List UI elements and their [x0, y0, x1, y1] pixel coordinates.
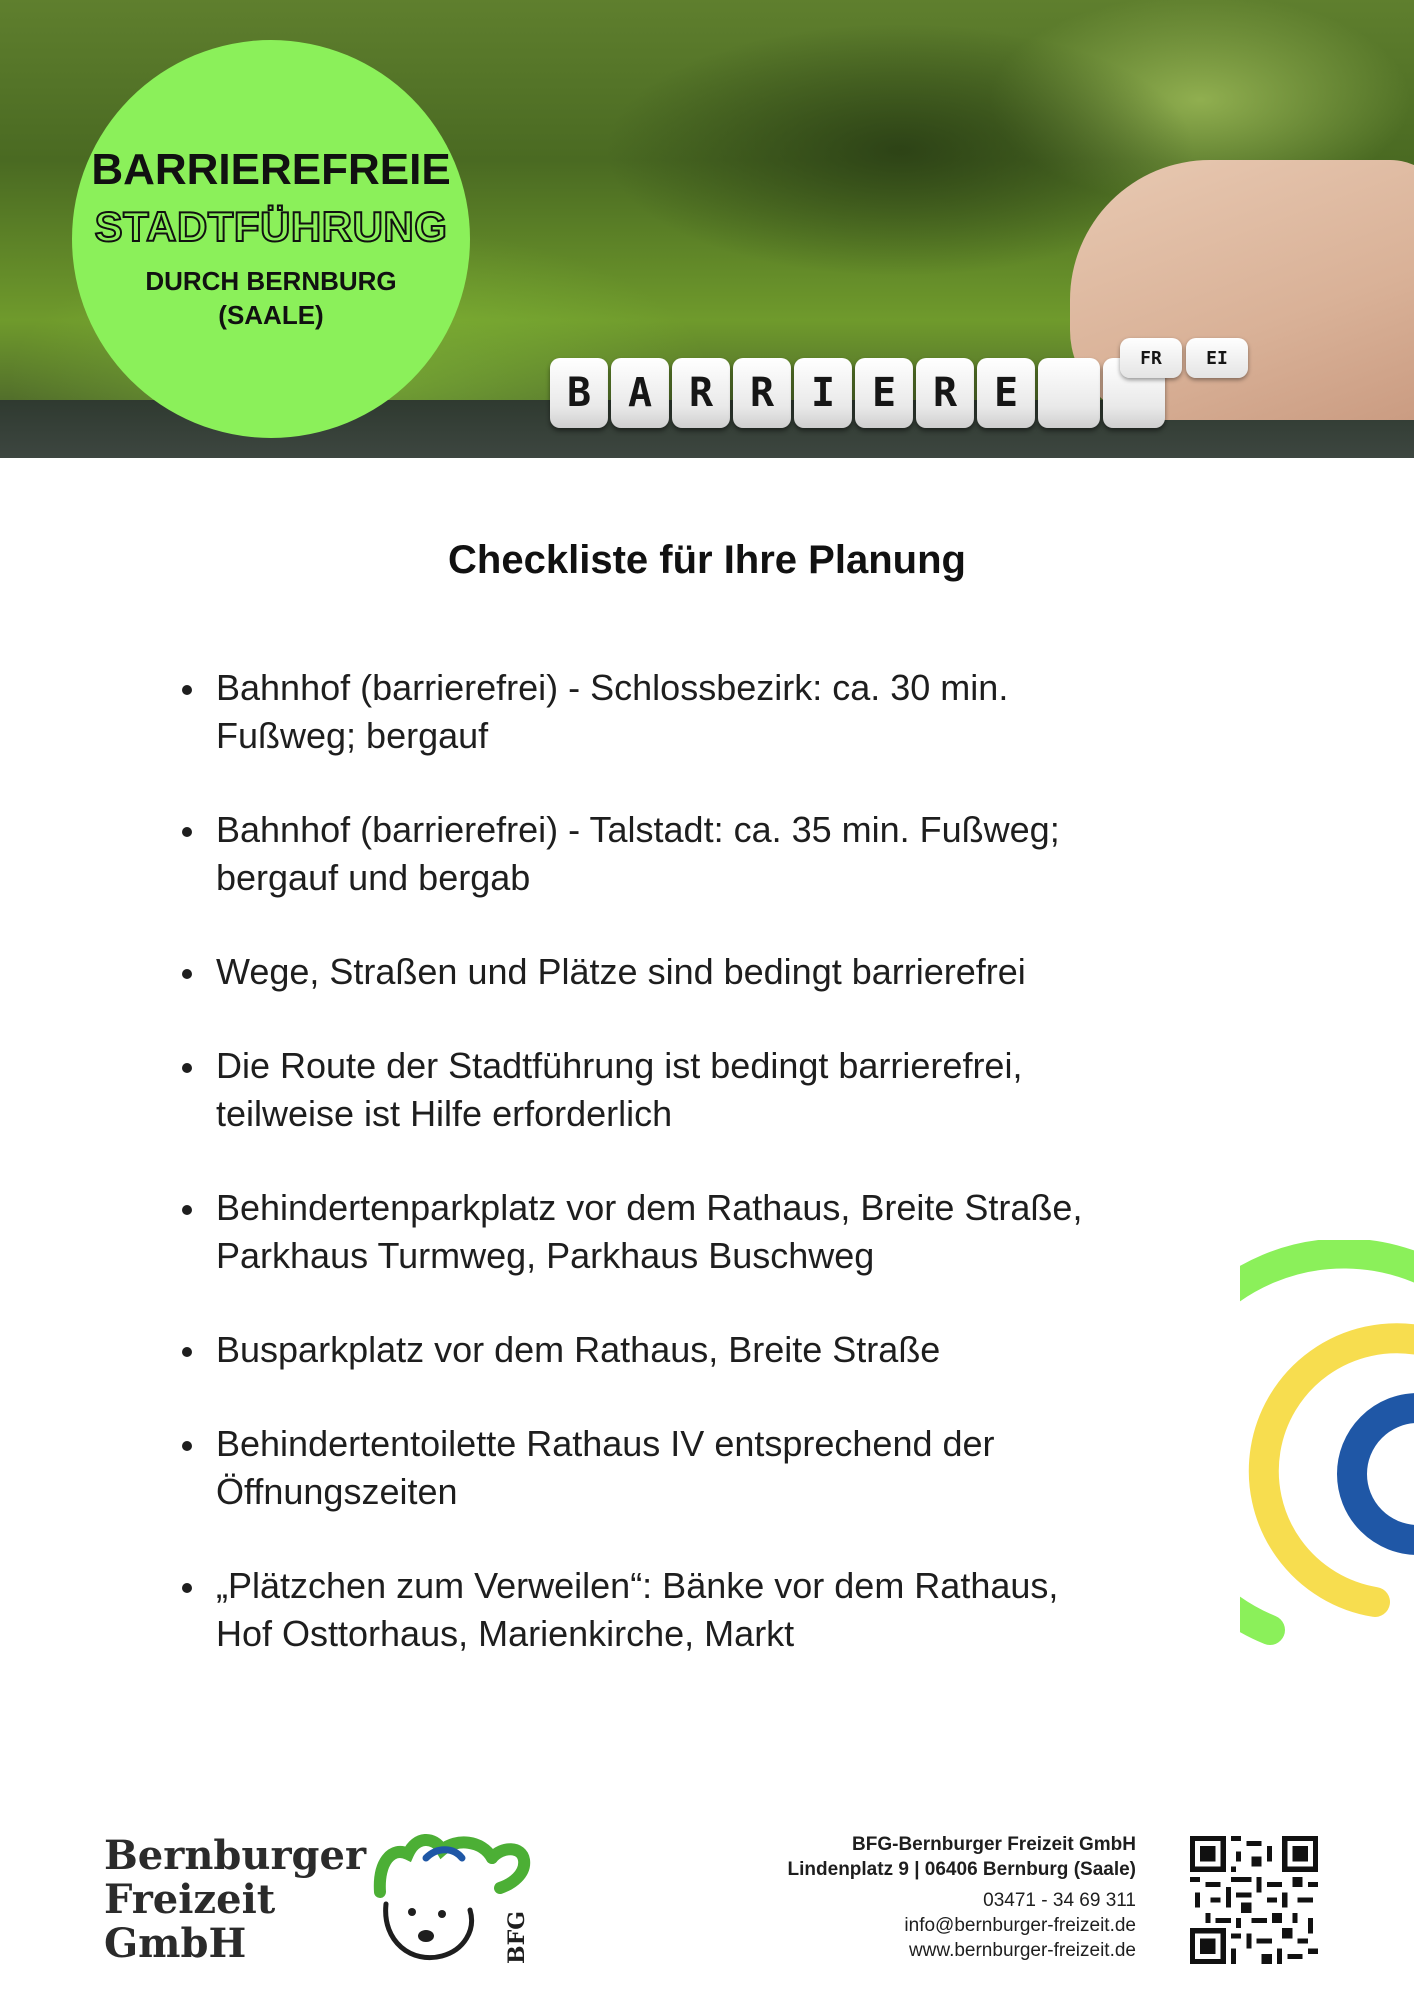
- item-line-1: Behindertenparkplatz vor dem Rathaus, Breite Straße,: [216, 1187, 1083, 1228]
- bullet-icon: [182, 1441, 192, 1451]
- badge-line-3: [145, 265, 396, 333]
- title-badge: [72, 40, 470, 438]
- hero-image: [0, 0, 1414, 458]
- item-line-1: Die Route der Stadtführung ist bedingt barrierefrei,: [216, 1045, 1023, 1086]
- contact-block: [636, 1832, 1136, 1963]
- arc-blue: [1352, 1408, 1414, 1540]
- list-item: [178, 1326, 1238, 1374]
- die-letter: A: [611, 358, 669, 428]
- badge-line-3b: (SAALE): [218, 300, 324, 330]
- list-item: [178, 1184, 1238, 1280]
- bullet-icon: [182, 827, 192, 837]
- item-line-1: Wege, Straßen und Plätze sind bedingt barrierefrei: [216, 951, 1026, 992]
- item-line-1: Bahnhof (barrierefrei) - Schlossbezirk: ca. 30 min.: [216, 667, 1009, 708]
- dice-row: [550, 358, 1168, 428]
- bullet-icon: [182, 969, 192, 979]
- item-line-2: Fußweg; bergauf: [216, 715, 489, 756]
- item-line-2: Öffnungszeiten: [216, 1471, 458, 1512]
- logo-line-1: Bernburger: [104, 1832, 367, 1879]
- die-letter: R: [733, 358, 791, 428]
- logo-line-2: Freizeit: [104, 1876, 276, 1923]
- die-flipped: EI: [1186, 338, 1248, 378]
- die-letter: R: [672, 358, 730, 428]
- list-item: [178, 806, 1238, 902]
- die-letter: R: [916, 358, 974, 428]
- checklist: [178, 664, 1238, 1704]
- die-blank: [1038, 358, 1100, 428]
- item-line-1: Bahnhof (barrierefrei) - Talstadt: ca. 35 min. Fußweg;: [216, 809, 1060, 850]
- contact-phone: 03471 - 34 69 311: [983, 1890, 1136, 1911]
- bullet-icon: [182, 1205, 192, 1215]
- item-line-2: Parkhaus Turmweg, Parkhaus Buschweg: [216, 1235, 875, 1276]
- list-item: [178, 1562, 1238, 1658]
- item-line-1: Behindertentoilette Rathaus IV entsprechend der: [216, 1423, 995, 1464]
- item-line-2: Hof Osttorhaus, Marienkirche, Markt: [216, 1613, 795, 1654]
- die-letter: E: [977, 358, 1035, 428]
- contact-address: Lindenplatz 9 | 06406 Bernburg (Saale): [787, 1859, 1136, 1880]
- list-item: [178, 664, 1238, 760]
- qr-code-icon[interactable]: [1190, 1836, 1318, 1964]
- item-line-1: „Plätzchen zum Verweilen“: Bänke vor dem Rathaus,: [216, 1565, 1059, 1606]
- die-letter: E: [855, 358, 913, 428]
- contact-web[interactable]: www.bernburger-freizeit.de: [908, 1940, 1136, 1961]
- die-flipped: FR: [1120, 338, 1182, 378]
- list-item: [178, 1042, 1238, 1138]
- bullet-icon: [182, 685, 192, 695]
- list-item: [178, 1420, 1238, 1516]
- contact-company: BFG-Bernburger Freizeit GmbH: [852, 1834, 1136, 1855]
- bullet-icon: [182, 1347, 192, 1357]
- logo-mark-text: BFG: [504, 1910, 530, 1964]
- page-title: Checkliste für Ihre Planung: [448, 538, 966, 582]
- logo-line-3: GmbH: [104, 1920, 247, 1967]
- company-logo-text: [104, 1832, 367, 1967]
- bullet-icon: [182, 1583, 192, 1593]
- die-letter: B: [550, 358, 608, 428]
- badge-line-2: STADTFÜHRUNG: [94, 203, 448, 251]
- contact-email[interactable]: info@bernburger-freizeit.de: [904, 1915, 1136, 1936]
- item-line-2: bergauf und bergab: [216, 857, 531, 898]
- badge-line-1: BARRIEREFREIE: [91, 145, 451, 195]
- list-item: [178, 948, 1238, 996]
- decorative-arcs: [1240, 1240, 1414, 1660]
- bullet-icon: [182, 1063, 192, 1073]
- item-line-2: teilweise ist Hilfe erforderlich: [216, 1093, 673, 1134]
- die-letter: I: [794, 358, 852, 428]
- item-line-1: Busparkplatz vor dem Rathaus, Breite Straße: [216, 1329, 941, 1370]
- badge-line-3a: DURCH BERNBURG: [145, 266, 397, 297]
- bear-logo-icon: [372, 1832, 542, 1972]
